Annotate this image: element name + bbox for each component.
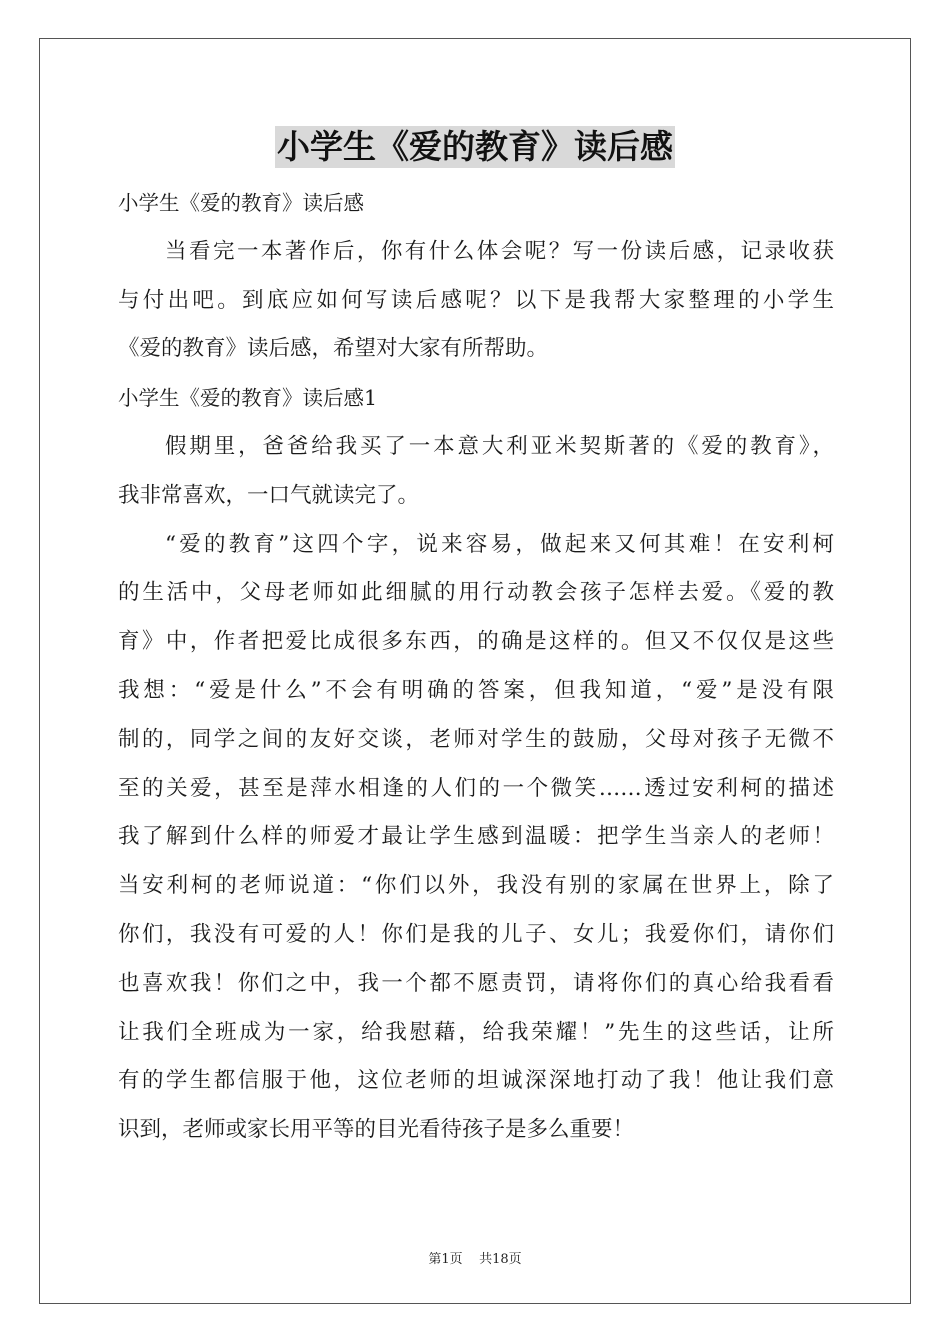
paragraph-line: 制的，同学之间的友好交谈，老师对学生的鼓励，父母对孩子无微不 [118,726,834,752]
paragraph-line: 我想：“爱是什么”不会有明确的答案，但我知道，“爱”是没有限 [118,677,834,703]
intro-line: 《爱的教育》读后感，希望对大家有所帮助。 [118,336,549,362]
intro-line: 当看完一本著作后，你有什么体会呢？写一份读后感，记录收获 [165,238,834,264]
paragraph-line: 假期里，爸爸给我买了一本意大利亚米契斯著的《爱的教育》， [165,433,834,459]
paragraph-line: 也喜欢我！你们之中，我一个都不愿责罚，请将你们的真心给我看看 [118,970,834,996]
document-title: 小学生《爱的教育》读后感 [277,127,673,166]
paragraph-line: “爱的教育”这四个字，说来容易，做起来又何其难！在安利柯 [165,531,834,557]
paragraph-line: 的生活中，父母老师如此细腻的用行动教会孩子怎样去爱。《爱的教 [118,580,834,606]
section-heading: 小学生《爱的教育》读后感1 [118,386,378,411]
paragraph-line: 有的学生都信服于他，这位老师的坦诚深深地打动了我！他让我们意 [118,1068,834,1094]
title-container [0,126,950,168]
paragraph-line: 你们，我没有可爱的人！你们是我的儿子、女儿；我爱你们，请你们 [118,921,834,947]
intro-line: 与付出吧。到底应如何写读后感呢？以下是我帮大家整理的小学生 [118,287,834,313]
paragraph-line: 至的关爱，甚至是萍水相逢的人们的一个微笑……透过安利柯的描述 [118,775,834,801]
paragraph-line: 当安利柯的老师说道：“你们以外，我没有别的家属在世界上，除了 [118,873,834,899]
paragraph-line: 我非常喜欢，一口气就读完了。 [118,482,420,508]
document-subtitle: 小学生《爱的教育》读后感 [118,191,364,215]
page-number-footer: 第1页 共18页 [428,1252,522,1267]
document-body [118,179,834,1155]
paragraph-line: 育》中，作者把爱比成很多东西，的确是这样的。但又不仅仅是这些 [118,629,834,655]
paragraph-line: 我了解到什么样的师爱才最让学生感到温暖：把学生当亲人的老师！ [118,824,834,850]
paragraph-line: 让我们全班成为一家，给我慰藉，给我荣耀！”先生的这些话，让所 [118,1019,834,1045]
paragraph-line: 识到，老师或家长用平等的目光看待孩子是多么重要！ [118,1117,635,1143]
